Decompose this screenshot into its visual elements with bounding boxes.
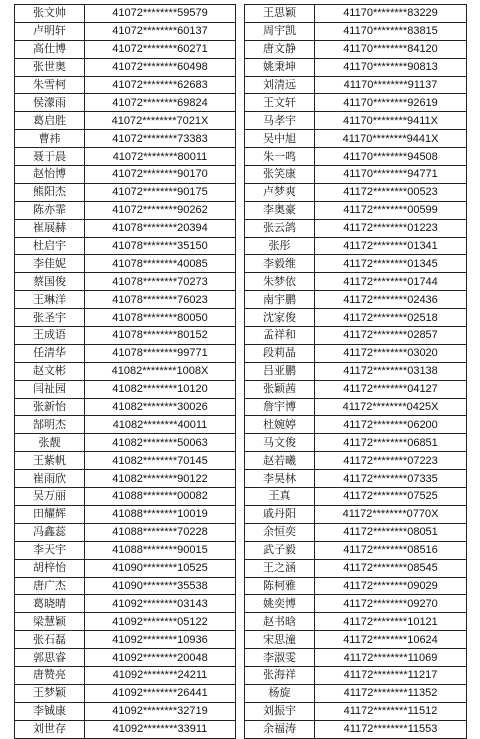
name-cell: 戚丹阳 [245,505,315,523]
table-row [245,148,467,166]
name-cell: 卢明轩 [15,22,85,40]
name-cell: 张海祥 [245,666,315,684]
table-row [15,488,236,506]
table-row [245,470,467,488]
id-number-cell: 41082********50063 [85,434,236,452]
id-number-cell: 41082********1008X [85,362,236,380]
table-row [245,380,467,398]
table-row [15,523,236,541]
table-row [15,577,236,595]
table-row [245,112,467,130]
id-number-cell: 41082********10120 [85,380,236,398]
name-cell: 张笑康 [245,166,315,184]
table-row [15,148,236,166]
name-cell: 杜启宇 [15,237,85,255]
id-number-cell: 41172********03020 [315,344,467,362]
table-row [15,720,236,738]
id-number-cell: 41072********60137 [85,22,236,40]
name-cell: 王梦颖 [15,684,85,702]
id-number-cell: 41078********20394 [85,219,236,237]
table-row [15,613,236,631]
table-row [15,94,236,112]
name-cell: 聂于晨 [15,148,85,166]
name-cell: 段莉晶 [245,344,315,362]
table-row [15,559,236,577]
id-number-cell: 41082********30026 [85,398,236,416]
table-row [245,488,467,506]
table-row [15,416,236,434]
table-row [15,398,236,416]
name-cell: 杨旋 [245,684,315,702]
table-row [15,631,236,649]
table-row [245,505,467,523]
name-cell: 闫祉园 [15,380,85,398]
id-number-cell: 41092********26441 [85,684,236,702]
name-cell: 张彤 [245,237,315,255]
id-number-cell: 41172********11352 [315,684,467,702]
id-number-cell: 41072********7021X [85,112,236,130]
id-number-cell: 41072********80011 [85,148,236,166]
table-row [245,219,467,237]
name-cell: 杜婉婷 [245,416,315,434]
table-row [245,22,467,40]
name-cell: 侯濛雨 [15,94,85,112]
table-row [15,380,236,398]
id-number-cell: 41088********00082 [85,488,236,506]
table-row [245,523,467,541]
name-cell: 赵怡博 [15,166,85,184]
table-row [15,541,236,559]
roster-table-left [14,4,236,739]
id-number-cell: 41072********90262 [85,201,236,219]
table-row [245,541,467,559]
id-number-cell: 41172********08545 [315,559,467,577]
id-number-cell: 41082********70145 [85,452,236,470]
table-row [245,666,467,684]
table-row [15,505,236,523]
name-cell: 马文俊 [245,434,315,452]
id-number-cell: 41072********90170 [85,166,236,184]
id-number-cell: 41082********40011 [85,416,236,434]
name-cell: 李天宇 [15,541,85,559]
name-cell: 卢梦爽 [245,183,315,201]
name-cell: 张颖茜 [245,380,315,398]
id-number-cell: 41172********01345 [315,255,467,273]
name-cell: 王思颖 [245,5,315,23]
id-number-cell: 41088********70228 [85,523,236,541]
name-cell: 武子毅 [245,541,315,559]
id-number-cell: 41092********33911 [85,720,236,738]
id-number-cell: 41172********06200 [315,416,467,434]
id-number-cell: 41172********07335 [315,470,467,488]
name-cell: 李毅维 [245,255,315,273]
name-cell: 李淑雯 [245,649,315,667]
id-number-cell: 41072********60271 [85,40,236,58]
table-row [15,362,236,380]
table-row [15,291,236,309]
id-number-cell: 41172********01223 [315,219,467,237]
table-row [245,201,467,219]
name-cell: 姚秉坤 [245,58,315,76]
table-row [15,452,236,470]
name-cell: 曹祎 [15,130,85,148]
table-row [245,237,467,255]
table-row [15,470,236,488]
table-row [15,344,236,362]
name-cell: 王之涵 [245,559,315,577]
id-number-cell: 41172********01341 [315,237,467,255]
id-number-cell: 41172********09029 [315,577,467,595]
table-row [245,631,467,649]
id-number-cell: 41170********9441X [315,130,467,148]
name-cell: 陈亦霏 [15,201,85,219]
roster-table-right [244,4,467,739]
name-cell: 李佳妮 [15,255,85,273]
table-row [15,649,236,667]
id-number-cell: 41170********83229 [315,5,467,23]
id-number-cell: 41172********11553 [315,720,467,738]
name-cell: 王文轩 [245,94,315,112]
roster-table-right-body [245,5,467,739]
table-row [15,219,236,237]
id-number-cell: 41172********08516 [315,541,467,559]
name-cell: 冯鑫蕊 [15,523,85,541]
name-cell: 崔雨欣 [15,470,85,488]
id-number-cell: 41072********69824 [85,94,236,112]
id-number-cell: 41172********04127 [315,380,467,398]
table-row [245,362,467,380]
table-row [245,720,467,738]
id-number-cell: 41078********70273 [85,273,236,291]
table-row [15,309,236,327]
id-number-cell: 41078********80152 [85,327,236,345]
name-cell: 张新怡 [15,398,85,416]
name-cell: 余恒奕 [245,523,315,541]
id-number-cell: 41092********03143 [85,595,236,613]
table-row [15,702,236,720]
id-number-cell: 41092********05122 [85,613,236,631]
table-row [15,237,236,255]
name-cell: 李奥豪 [245,201,315,219]
table-row [15,201,236,219]
id-number-cell: 41172********06851 [315,434,467,452]
id-number-cell: 41172********11217 [315,666,467,684]
name-cell: 宋思潼 [245,631,315,649]
id-number-cell: 41072********73383 [85,130,236,148]
table-row [245,309,467,327]
id-number-cell: 41172********10624 [315,631,467,649]
table-row [15,130,236,148]
name-cell: 张靓 [15,434,85,452]
id-number-cell: 41088********90015 [85,541,236,559]
name-cell: 张石磊 [15,631,85,649]
id-number-cell: 41082********90122 [85,470,236,488]
table-row [15,166,236,184]
id-number-cell: 41170********84120 [315,40,467,58]
name-cell: 王紫帆 [15,452,85,470]
name-cell: 田耀辉 [15,505,85,523]
id-number-cell: 41172********02436 [315,291,467,309]
name-cell: 赵若曦 [245,452,315,470]
id-number-cell: 41170********94508 [315,148,467,166]
name-cell: 沈家俊 [245,309,315,327]
name-cell: 刘清远 [245,76,315,94]
id-number-cell: 41172********10121 [315,613,467,631]
id-number-cell: 41072********59579 [85,5,236,23]
name-cell: 刘世存 [15,720,85,738]
name-cell: 吴中旭 [245,130,315,148]
name-cell: 熊阳杰 [15,183,85,201]
table-row [15,40,236,58]
table-row [245,559,467,577]
roster-table-left-body [15,5,236,739]
name-cell: 任清华 [15,344,85,362]
name-cell: 朱雪柯 [15,76,85,94]
id-number-cell: 41090********35538 [85,577,236,595]
table-row [15,434,236,452]
id-number-cell: 41078********40085 [85,255,236,273]
table-row [245,452,467,470]
id-number-cell: 41172********02857 [315,327,467,345]
name-cell: 朱梦依 [245,273,315,291]
id-number-cell: 41088********10019 [85,505,236,523]
table-row [245,94,467,112]
table-row [245,40,467,58]
table-row [15,76,236,94]
id-number-cell: 41092********20048 [85,649,236,667]
id-number-cell: 41172********09270 [315,595,467,613]
name-cell: 李昊林 [245,470,315,488]
name-cell: 姚奕博 [245,595,315,613]
name-cell: 陈柯雅 [245,577,315,595]
name-cell: 蔡国俊 [15,273,85,291]
table-row [245,344,467,362]
table-row [245,291,467,309]
name-cell: 郭思睿 [15,649,85,667]
table-row [15,22,236,40]
name-cell: 王真 [245,488,315,506]
table-row [245,273,467,291]
id-number-cell: 41172********0425X [315,398,467,416]
name-cell: 葛启胜 [15,112,85,130]
id-number-cell: 41078********99771 [85,344,236,362]
id-number-cell: 41072********90175 [85,183,236,201]
name-cell: 吴万丽 [15,488,85,506]
id-number-cell: 41170********83815 [315,22,467,40]
table-row [15,327,236,345]
table-row [245,398,467,416]
name-cell: 葛晓晴 [15,595,85,613]
table-row [245,416,467,434]
id-number-cell: 41172********00523 [315,183,467,201]
name-cell: 马孝宇 [245,112,315,130]
name-cell: 赵文彬 [15,362,85,380]
table-row [245,577,467,595]
table-row [245,183,467,201]
id-number-cell: 41092********24211 [85,666,236,684]
id-number-cell: 41170********92619 [315,94,467,112]
table-row [245,58,467,76]
name-cell: 张圣宇 [15,309,85,327]
name-cell: 周宇凯 [245,22,315,40]
table-row [15,58,236,76]
table-row [245,684,467,702]
name-cell: 朱一鸣 [245,148,315,166]
name-cell: 孟祥和 [245,327,315,345]
id-number-cell: 41172********01744 [315,273,467,291]
id-number-cell: 41078********76023 [85,291,236,309]
id-number-cell: 41090********10525 [85,559,236,577]
id-number-cell: 41172********0770X [315,505,467,523]
id-number-cell: 41172********07525 [315,488,467,506]
name-cell: 张文帅 [15,5,85,23]
name-cell: 崔展赫 [15,219,85,237]
table-row [15,112,236,130]
name-cell: 南宇鹏 [245,291,315,309]
table-row [245,130,467,148]
id-number-cell: 41092********32719 [85,702,236,720]
name-cell: 张云鸽 [245,219,315,237]
id-number-cell: 41170********94771 [315,166,467,184]
name-cell: 梁慧颖 [15,613,85,631]
name-cell: 张世奥 [15,58,85,76]
id-number-cell: 41078********35150 [85,237,236,255]
table-row [15,255,236,273]
table-row [245,327,467,345]
table-row [245,702,467,720]
id-number-cell: 41170********91137 [315,76,467,94]
id-number-cell: 41170********9411X [315,112,467,130]
table-row [245,613,467,631]
table-row [15,5,236,23]
name-cell: 高仕博 [15,40,85,58]
table-row [15,273,236,291]
name-cell: 王成语 [15,327,85,345]
name-cell: 刘振宇 [245,702,315,720]
table-row [245,255,467,273]
id-number-cell: 41092********10936 [85,631,236,649]
id-number-cell: 41172********11512 [315,702,467,720]
id-number-cell: 41172********03138 [315,362,467,380]
name-cell: 詹宇博 [245,398,315,416]
id-number-cell: 41072********60498 [85,58,236,76]
id-number-cell: 41172********08051 [315,523,467,541]
name-cell: 吕亚鹏 [245,362,315,380]
id-number-cell: 41072********62683 [85,76,236,94]
id-number-cell: 41172********11069 [315,649,467,667]
table-row [15,595,236,613]
name-cell: 唐赞亮 [15,666,85,684]
id-number-cell: 41170********90813 [315,58,467,76]
id-number-cell: 41172********02518 [315,309,467,327]
table-row [245,76,467,94]
table-row [245,649,467,667]
id-number-cell: 41172********00599 [315,201,467,219]
table-row [15,666,236,684]
table-row [245,595,467,613]
name-cell: 唐广杰 [15,577,85,595]
name-cell: 郜明杰 [15,416,85,434]
table-row [15,183,236,201]
name-cell: 赵书晗 [245,613,315,631]
table-row [245,5,467,23]
name-cell: 唐文静 [245,40,315,58]
name-cell: 余福涛 [245,720,315,738]
name-cell: 李铖康 [15,702,85,720]
table-row [15,684,236,702]
table-row [245,434,467,452]
name-cell: 王琳洋 [15,291,85,309]
id-number-cell: 41078********80050 [85,309,236,327]
table-row [245,166,467,184]
id-number-cell: 41172********07223 [315,452,467,470]
name-cell: 胡梓怡 [15,559,85,577]
